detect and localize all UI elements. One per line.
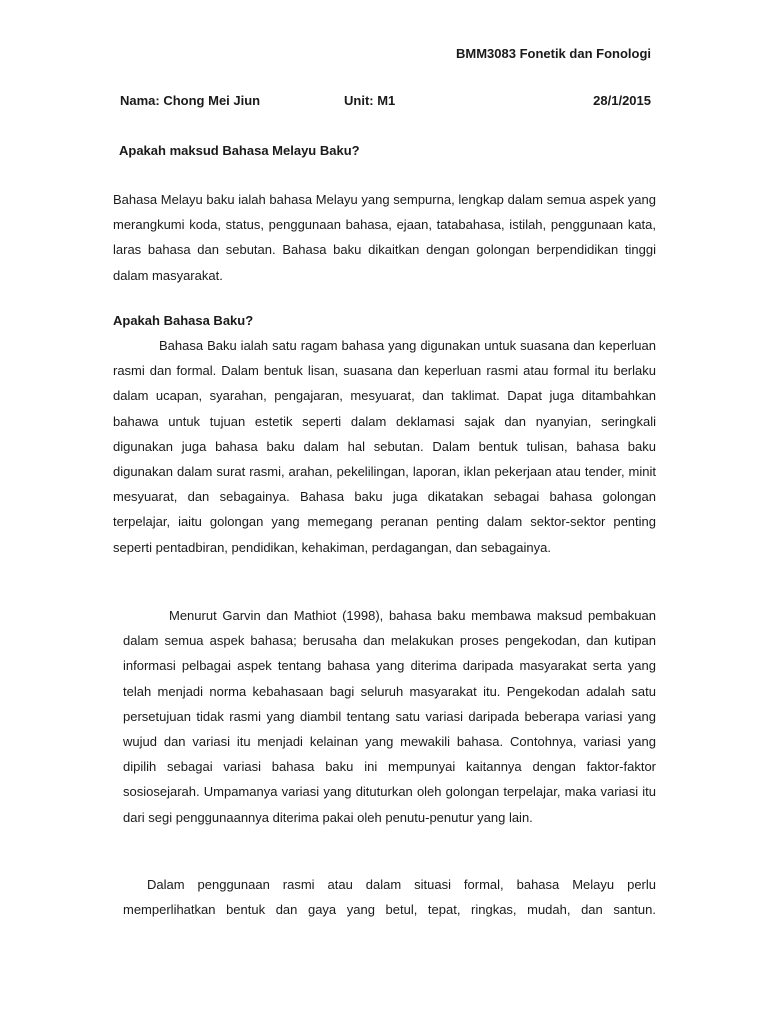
question-heading-2: Apakah Bahasa Baku? [113,313,254,328]
paragraph-3: Menurut Garvin dan Mathiot (1998), bahasa baku membawa maksud pembakuan dalam semua aspek bahasa; berusaha dan melakukan proses pengekodan, dan kutipan informasi pelbagai aspek tentang bahasa yang diterima daripada masyarakat serta yang telah menjadi norma kebahasaan bagi seluruh masyarakat itu. Pengekodan adalah satu persetujuan tidak rasmi yang diambil tentang satu variasi daripada beberapa variasi yang wujud dan variasi itu menjadi kelainan yang mewakili bahasa. Contohnya, variasi yang dipilih sebagai variasi bahasa baku ini mempunyai kaitannya dengan faktor-faktor sosiosejarah. Umpamanya variasi yang dituturkan oleh golongan terpelajar, maka variasi itu dari segi penggunaannya diterima pakai oleh penutu-penutur yang lain. [123,608,656,825]
student-info-row [120,93,651,111]
question-heading-1: Apakah maksud Bahasa Melayu Baku? [119,143,360,158]
document-date: 28/1/2015 [593,93,651,108]
paragraph-4: Dalam penggunaan rasmi atau dalam situasi formal, bahasa Melayu perlu memperlihatkan bentuk dan gaya yang betul, tepat, ringkas, mudah, dan santun. [123,877,656,918]
student-name: Nama: Chong Mei Jiun [120,93,261,108]
paragraph-2: Bahasa Baku ialah satu ragam bahasa yang digunakan untuk suasana dan keperluan rasmi dan formal. Dalam bentuk lisan, suasana dan keperluan rasmi atau formal itu berlaku dalam ucapan, syarahan, pengajaran, mesyuarat, dan taklimat. Dapat juga ditambahkan bahawa untuk tujuan estetik seperti dalam deklamasi sajak dan nyanyian, seringkali digunakan juga bahasa baku dalam hal sebutan. Dalam bentuk tulisan, bahasa baku digunakan dalam surat rasmi, arahan, pekelilingan, laporan, iklan pekerjaan atau tender, minit mesyuarat, dan sebagainya. Bahasa baku juga dikatakan sebagai bahasa golongan terpelajar, iaitu golongan yang memegang peranan penting dalam sektor-sektor penting seperti pentadbiran, pendidikan, kehakiman, perdagangan, dan sebagainya. [113,338,656,555]
student-unit: Unit: M1 [344,93,396,108]
course-title: BMM3083 Fonetik dan Fonologi [455,46,651,61]
paragraph-1: Bahasa Melayu baku ialah bahasa Melayu yang sempurna, lengkap dalam semua aspek yang merangkumi koda, status, penggunaan bahasa, ejaan, tatabahasa, istilah, penggunaan kata, laras bahasa dan sebutan. Bahasa baku dikaitkan dengan golongan berpendidikan tinggi dalam masyarakat. [113,192,656,283]
